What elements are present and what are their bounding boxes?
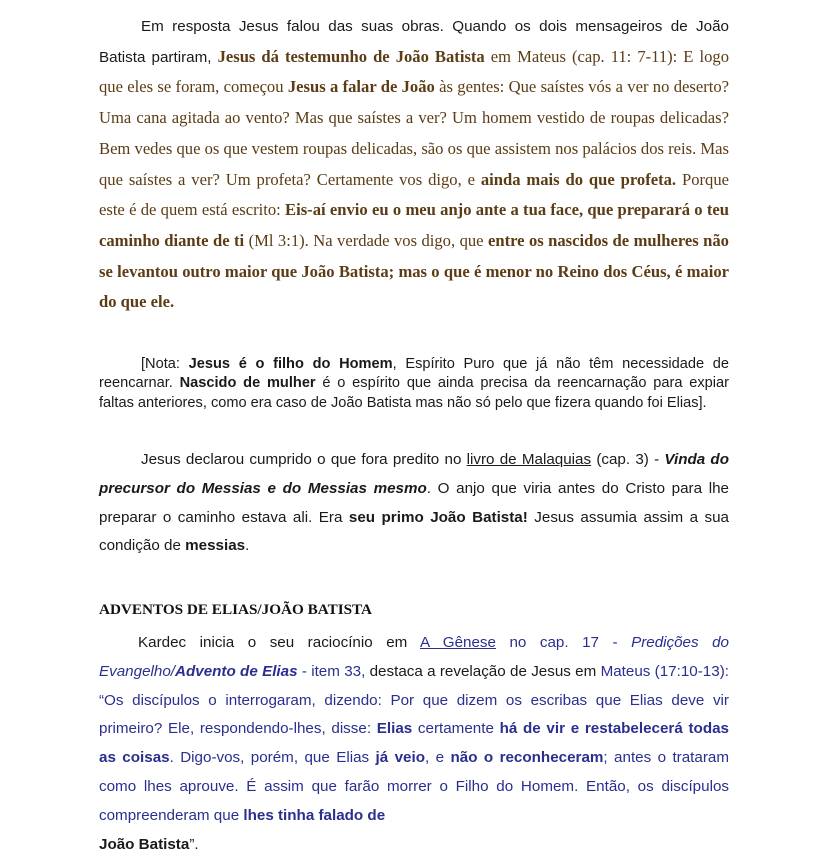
italic-advent-elias: Advento de Elias bbox=[175, 662, 298, 680]
link-book-of-malachi[interactable]: livro de Malaquias bbox=[466, 451, 592, 468]
emphasis-messiah: messias bbox=[185, 537, 246, 555]
paragraph-testimony: Em resposta Jesus falou das suas obras. Quando os dois mensageiros de João Batista partiram, Jesus dá testemunho de João Batista em Mateus (cap. 11: 7-11): E logo que eles se foram, começou Jesus a falar de João às gentes: Que saístes vós a ver no deserto? Uma cana agitada ao vento? Mas que saístes a ver? Um homem vestido de roupas delicadas? Bem vedes que os que vestem roupas delicadas, são os que assistem nos palácios dos reis. Mas que saístes a ver? Um profeta? Certamente vos digo, e ainda mais do que profeta. Porque este é de quem está escrito: Eis-aí envio eu o meu anjo ante a tua face, que preparará o teu caminho diante de ti (Ml 3:1). Na verdade vos digo, que entre os nascidos de mulheres não se levantou outro maior que João Batista; mas o que é menor no Reino dos Céus, é maior do que ele. bbox=[99, 18, 729, 312]
paragraph-malachi: Jesus declarou cumprido o que fora predito no livro de Malaquias (cap. 3) - Vinda do precursor do Messias e do Messias mesmo. O anjo que viria antes do Cristo para lhe preparar o caminho estava ali. Era seu primo João Batista! Jesus assumia assim a sua condição de messias. bbox=[99, 451, 729, 555]
emphasis-cousin: seu primo João Batista! bbox=[348, 508, 528, 526]
italic-predictions: Predições do Evangelho/ bbox=[99, 634, 729, 680]
note-born-of-woman: Nascido de mulher bbox=[179, 375, 316, 392]
emphasis-not-recognized: não o reconheceram bbox=[450, 749, 604, 767]
section-heading: ADVENTOS DE ELIAS/JOÃO BATISTA bbox=[99, 601, 373, 618]
highlight-born-of-women: entre os nascidos de mulheres não se levantou outro maior que João Batista; mas o que é menor no Reino dos Céus, é maior do que ele. bbox=[99, 230, 729, 312]
emphasis-joao-batista: João Batista bbox=[99, 835, 190, 853]
link-a-genese[interactable]: A Gênese bbox=[419, 634, 496, 651]
highlight-quote-malachi: Eis-aí envio eu o meu anjo ante a tua face, que preparará o teu caminho diante de ti bbox=[99, 200, 729, 250]
highlight-more-than-prophet: ainda mais do que profeta. bbox=[480, 169, 677, 189]
highlight-testimony: Jesus dá testemunho de João Batista bbox=[217, 46, 485, 66]
emphasis-precursor: Vinda do precursor do Messias e do Messias mesmo bbox=[99, 451, 729, 497]
paragraph-note: [Nota: Jesus é o filho do Homem, Espírito Puro que já não têm necessidade de reencarnar. Nascido de mulher é o espírito que ainda precisa da reencarnação para expiar faltas anteriores, como era caso de João Batista mas não só pelo que fizera quando foi Elias]. bbox=[99, 356, 729, 411]
highlight-jesus-speaks: Jesus a falar de João bbox=[287, 77, 435, 97]
note-son-of-man: Jesus é o filho do Homem bbox=[188, 356, 393, 372]
emphasis-restore: há de vir e restabelecerá todas as coisas bbox=[99, 720, 729, 767]
emphasis-elias: Elias bbox=[376, 720, 413, 738]
emphasis-already-came: já veio bbox=[375, 749, 425, 767]
paragraph-kardec: Kardec inicia o seu raciocínio em A Gênese no cap. 17 - Predições do Evangelho/Advento de Elias - item 33, destaca a revelação de Jesus em Mateus (17:10-13): “Os discípulos o interrogaram, dizendo: Por que dizem os escribas que Elias deve vir primeiro? Ele, respondendo-lhes, disse: Elias certamente há de vir e restabelecerá todas as coisas. Digo-vos, porém, que Elias já veio, e não o reconheceram; antes o trataram como lhes aprouve. É assim que farão morrer o Filho do Homem. Então, os discípulos compreenderam que lhes tinha falado de João Batista”. bbox=[99, 634, 730, 853]
emphasis-had-spoken: lhes tinha falado de bbox=[243, 806, 386, 824]
